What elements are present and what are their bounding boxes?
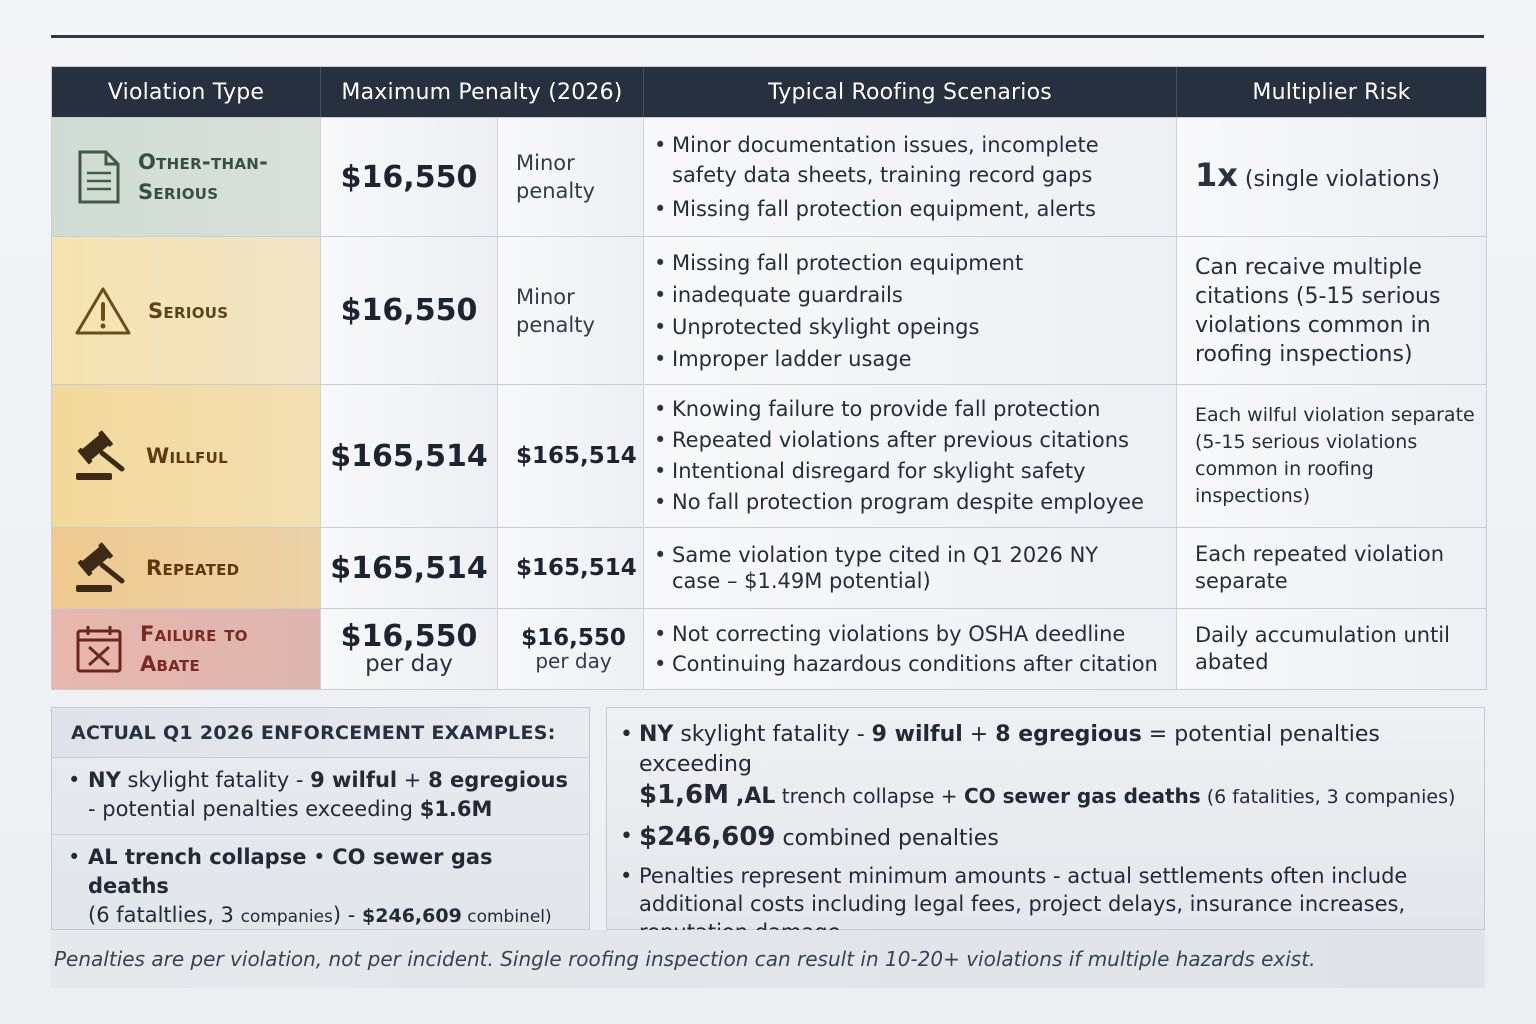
max-penalty-cell [321, 118, 498, 236]
calendar-x-icon [74, 623, 124, 675]
example-bold: 8 egregious [995, 722, 1142, 747]
example-text: + [962, 722, 996, 747]
header-maximum-penalty: Maximum Penalty (2026) [321, 67, 644, 117]
table-row-failure-to-abate [52, 608, 1486, 689]
multiplier-text: (single violations) [1237, 166, 1440, 192]
table-row-repeated [52, 527, 1486, 608]
scenarios-cell [644, 609, 1177, 689]
table-row-willful [52, 384, 1486, 527]
violation-type-label: Failure to Abate [140, 622, 248, 676]
example-text: ) - [332, 903, 363, 927]
state-label: NY [88, 768, 121, 792]
table-row-serious [52, 236, 1486, 384]
violation-type-label: Repeated [146, 556, 240, 580]
example-bold: $1,6M [639, 780, 730, 810]
max-penalty-amount: $16,550 [340, 619, 478, 654]
multiplier-cell [1177, 528, 1486, 608]
example-bold: ,AL [736, 784, 776, 809]
scenarios-cell [644, 528, 1177, 608]
max-penalty-cell [321, 609, 498, 689]
list-item: • Repeated violations after previous citations [654, 425, 1144, 456]
header-roofing-scenarios: Typical Roofing Scenarios [644, 67, 1177, 117]
header-violation-type: Violation Type [52, 67, 321, 117]
scenarios-cell [644, 385, 1177, 527]
list-item: • Same violation type cited in Q1 2026 NY case – $1.49M potential) [654, 542, 1102, 594]
multiplier-text: Each repeated violation separate [1195, 542, 1445, 593]
list-item: • Missing fall protection equipment, alerts [654, 194, 1142, 224]
example-text: skylight fatality - [120, 768, 311, 792]
max-penalty-cell [321, 237, 498, 384]
multiplier-cell [1177, 118, 1486, 236]
list-item: • Unprotected skylight opeings [654, 311, 1023, 343]
example-bold: CO sewer gas deaths [88, 845, 493, 898]
table-row-other-than-serious [52, 117, 1486, 236]
list-item: • Intentional disregard for skylight safety [654, 456, 1144, 487]
scenarios-cell [644, 237, 1177, 384]
list-item: • Improper ladder usage [654, 343, 1023, 375]
list-item: • Continuing hazardous conditions after citation [654, 649, 1158, 679]
violation-type-label: Willful [146, 444, 228, 468]
example-bold: $246,609 [362, 905, 462, 927]
example-text: - potential penalties exceeding [88, 797, 420, 821]
penalty-table [51, 66, 1487, 690]
max-penalty-amount: $165,514 [330, 550, 488, 586]
list-item: • inadequate guardrails [654, 279, 1023, 311]
list-item: • Knowing failure to provide fall protection [654, 394, 1144, 425]
example-bold: $246,609 [639, 822, 776, 852]
list-item [52, 834, 589, 942]
penalty-note: Minor penalty [516, 151, 595, 203]
penalty-note: $165,514 [516, 555, 637, 581]
list-item: • Minor documentation issues, incomplete safety data sheets, training record gaps [654, 130, 1142, 190]
penalty-note: $16,550 [521, 625, 626, 651]
example-bold: CO sewer gas deaths [963, 784, 1201, 808]
violation-type-label: Other-than-Serious [138, 150, 269, 204]
list-item: • Missing fall protection equipment [654, 247, 1023, 279]
violation-type-cell [52, 237, 321, 384]
multiplier-text: Daily accumulation until abated [1195, 623, 1450, 674]
example-small: companies [240, 907, 333, 927]
example-text: = potential penalties exceeding [639, 722, 1380, 777]
max-penalty-unit: per day [365, 651, 453, 677]
example-text: (6 fatalities, 3 companies) [1200, 786, 1456, 808]
list-item: • No fall protection program despite employee [654, 487, 1144, 518]
max-penalty-amount: $16,550 [340, 159, 478, 195]
gavel-icon [74, 429, 130, 483]
example-text: + [397, 768, 429, 792]
example-text: Penalties represent minimum amounts - actual settlements often include additional costs including legal fees, project delays, insurance increases, [639, 864, 1408, 916]
top-divider-line [51, 35, 1484, 38]
multiplier-text: Each wilful violation separate (5-15 serious violations common in roofing inspections) [1195, 404, 1475, 507]
footnote: Penalties are per violation, not per incident. Single roofing inspection can result in 10-20+ violations if multiple hazards exist. [51, 930, 1485, 988]
example-text: trench collapse + [775, 784, 964, 808]
penalty-note-cell [498, 528, 644, 608]
violation-type-cell [52, 385, 321, 527]
enforcement-examples-box [51, 707, 590, 930]
penalty-note: Minor penalty [516, 284, 595, 337]
example-bold: 9 wilful [310, 768, 398, 792]
header-multiplier-risk: Multiplier Risk [1252, 79, 1411, 105]
penalty-note-unit: per day [535, 649, 612, 673]
max-penalty-amount: $165,514 [330, 438, 488, 474]
violation-type-cell [52, 528, 321, 608]
multiplier-cell [1177, 385, 1486, 527]
list-item [52, 758, 589, 834]
example-bold: 8 egregious [428, 768, 568, 792]
example-bold: 9 wilful [871, 722, 963, 747]
penalty-details-box [606, 707, 1485, 930]
warning-icon [74, 285, 132, 337]
list-item [607, 822, 1484, 854]
example-text: • [306, 845, 333, 869]
example-text: (6 fataltlies, 3 [88, 903, 241, 927]
example-text: skylight fatality - [673, 722, 872, 747]
max-penalty-cell [321, 385, 498, 527]
multiplier-cell [1177, 609, 1486, 689]
penalty-note-cell [498, 237, 644, 384]
penalty-note: $165,514 [516, 443, 637, 469]
penalty-note-cell [498, 385, 644, 527]
example-text: combined penalties [775, 826, 999, 851]
max-penalty-amount: $16,550 [340, 293, 478, 328]
penalty-note-cell [498, 118, 644, 236]
state-label: NY [639, 722, 674, 747]
gavel-icon [74, 541, 130, 595]
multiplier-cell [1177, 237, 1486, 384]
max-penalty-cell [321, 528, 498, 608]
penalty-note-cell [498, 609, 644, 689]
table-header-row [52, 67, 1486, 117]
violation-type-label: Serious [148, 298, 229, 323]
example-bold: AL trench collapse [88, 845, 307, 869]
list-item [607, 720, 1484, 812]
violation-type-cell [52, 609, 321, 689]
list-item: • Not correcting violations by OSHA deedline [654, 619, 1158, 649]
multiplier-text: Can recaive multiple citations (5-15 serious violations common in roofing inspections) [1195, 254, 1441, 367]
document-icon [74, 149, 122, 205]
violation-type-cell [52, 118, 321, 236]
example-small: combinel) [461, 907, 552, 927]
example-bold: $1.6M [419, 797, 493, 821]
multiplier-value: 1x [1195, 155, 1238, 194]
enforcement-examples-heading: ACTUAL Q1 2026 ENFORCEMENT EXAMPLES: [52, 708, 589, 758]
scenarios-cell [644, 118, 1177, 236]
